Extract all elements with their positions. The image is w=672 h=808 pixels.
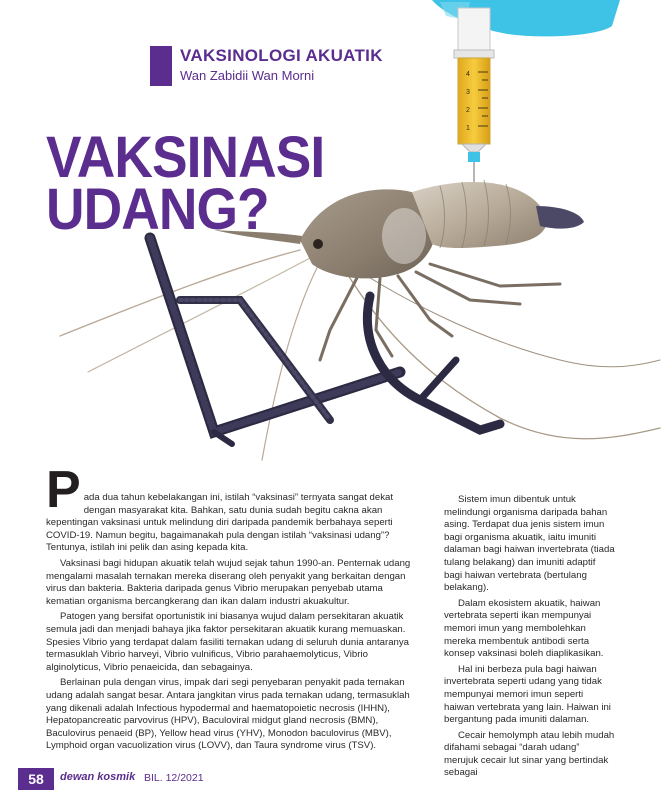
article-paragraph: Hal ini berbeza pula bagi haiwan invertebrata seperti udang yang tidak mempunyai memori imun seperti haiwan vertebrata yang lain. Haiwan ini bergantung pada imuniti dalaman. (444, 663, 611, 726)
page-number: 58 (18, 768, 54, 790)
svg-text:1: 1 (466, 125, 470, 132)
svg-text:4: 4 (466, 71, 470, 78)
author-name: Wan Zabidii Wan Morni (180, 68, 315, 83)
article-paragraph: Sistem imun dibentuk untuk melindungi organisma daripada bahan asing. Terdapat dua jenis sistem imun bagi organisma akuatik, iaitu imuniti dalaman bagi haiwan invertebrata (tiada tulang belakang) dan imuniti adaptif bagi haiwan vertebrata (bertulang belakang). (444, 494, 615, 594)
article-paragraph: P ada dua tahun kebelakangan ini, istilah “vaksinasi” ternyata sangat dekat dengan masyarakat kita. Bahkan, satu dunia sudah begitu cakna akan kepentingan vaksinasi untuk melindung diri daripada pandemik berbahaya seperti COVID-19. Namun begitu, bagaimanakah pula dengan istilah “vaksinasi udang”? Tentunya, istilah ini pelik dan asing kepada kita. (46, 461, 394, 554)
magazine-name: dewan kosmik (60, 771, 136, 783)
article-column-left (46, 461, 420, 756)
article-column-right (444, 494, 616, 783)
title-line-1: VAKSINASI (46, 125, 325, 190)
article-paragraph: Cecair hemolymph atau lebih mudah difahami sebagai “darah udang” merujuk cecair lut sinar yang bertindak sebagai (444, 729, 615, 779)
article-paragraph: Berlainan pula dengan virus, impak dari segi penyebaran penyakit pada ternakan udang adalah sangat besar. Antara jangkitan virus pada ternakan udang, termasuklah yang dikenali adalah Infectious hypodermal and haematopoietic necrosis (IHHN), Hepatopancreatic parvovirus (HPV), Baculoviral midgut gland necrosis (BMN), Baculovirus penaeid (BP), Yellow head virus (YHV), Monodon baculovirus (MBV), Lymphoid organ vacuolization virus (LOVV), dan Taura syndrome virus (TSV). (46, 677, 410, 752)
header-accent-bar (150, 46, 172, 86)
svg-text:2: 2 (466, 107, 470, 114)
syringe-icon (432, 0, 620, 182)
article-title (46, 125, 325, 242)
article-paragraph: Vaksinasi bagi hidupan akuatik telah wujud sejak tahun 1990-an. Penternak udang mengalami masalah ternakan mereka diserang oleh penyakit yang berkaitan dengan virus dan bakteria. Bakteria daripada genus Vibrio merupakan penyebab utama kematian organisma bercangkerang dan ikan dalam industri akuakultur. (46, 557, 411, 607)
title-line-2: UDANG? (46, 177, 269, 242)
article-paragraph: Patogen yang bersifat oportunistik ini biasanya wujud dalam persekitaran akuatik semula jadi dan menjadi bahaya jika faktor persekitaran akuatik kurang memuaskan. Spesies Vibrio yang terdapat dalam fasiliti ternakan udang di seluruh dunia antaranya termasuklah Vibrio harveyi, Vibrio vulnificus, Vibrio parahaemolyticus, Vibrio alginolyticus, Vibrio penaeicida, dan sebagainya. (46, 611, 410, 673)
svg-text:3: 3 (466, 89, 470, 96)
section-rubric: VAKSINOLOGI AKUATIK (180, 46, 383, 65)
article-paragraph: Dalam ekosistem akuatik, haiwan vertebrata seperti ikan mempunyai memori imun yang membolehkan mereka membentuk antibodi serta konsep vaksinasi boleh diaplikasikan. (444, 597, 604, 660)
issue-number: BIL. 12/2021 (144, 772, 204, 784)
drop-cap: P (46, 461, 81, 519)
